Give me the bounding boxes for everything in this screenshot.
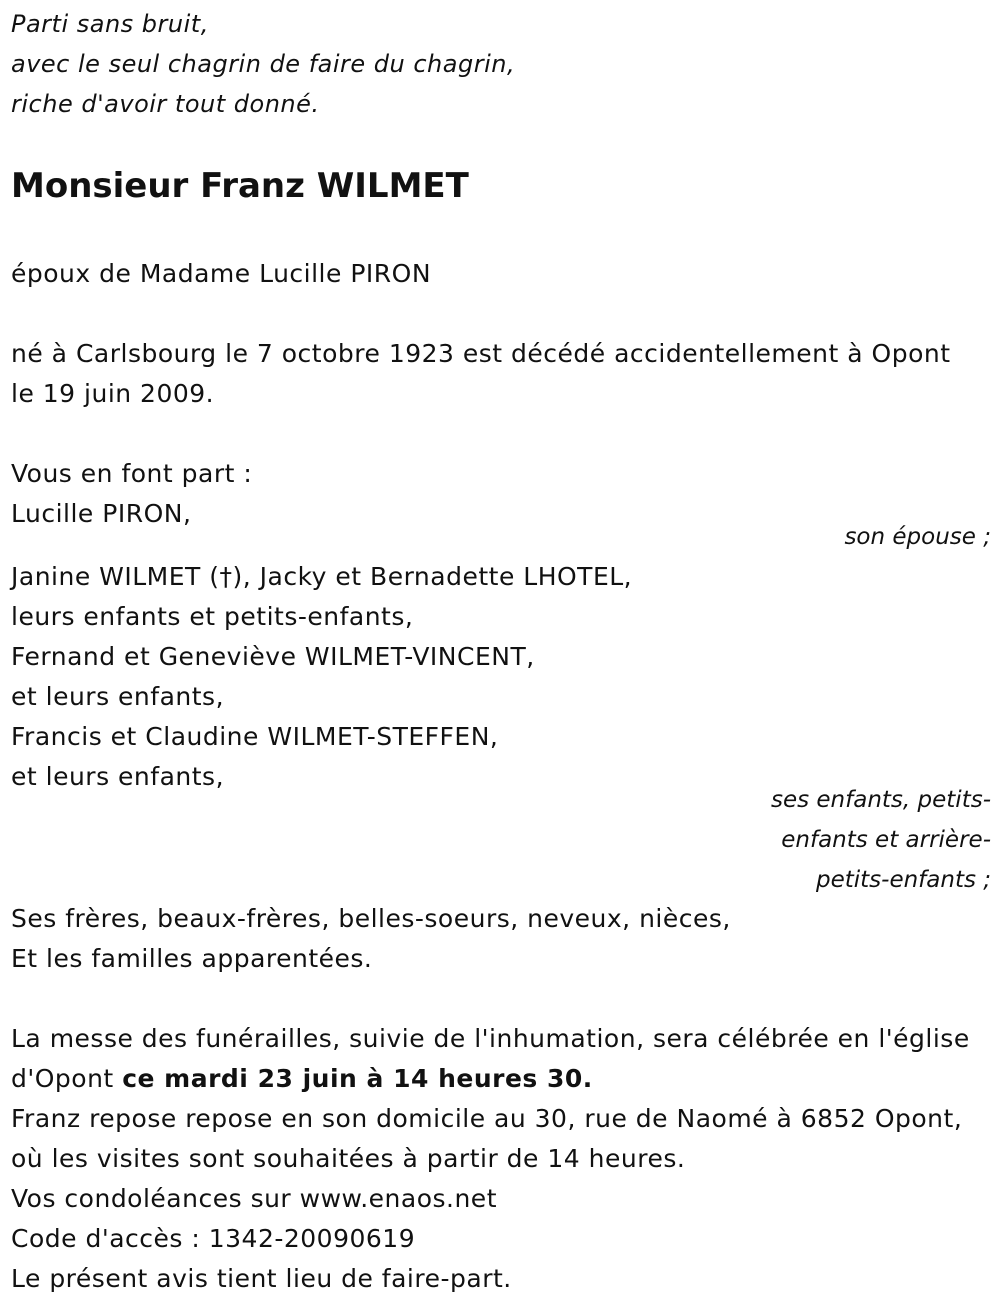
ceremony-date-time: ce mardi 23 juin à 14 heures 30. [122, 1064, 593, 1093]
ceremony-location: d'Opont [11, 1064, 123, 1093]
children-role-line: ses enfants, petits- [770, 787, 991, 813]
spouse-announcer: Lucille PIRON, [11, 499, 192, 528]
quote-line: Parti sans bruit, [11, 10, 209, 38]
children-role [11, 780, 991, 900]
ceremony-line: Franz repose repose en son domicile au 30, rue de Naomé à 6852 Opont, [11, 1104, 963, 1133]
ceremony-line [11, 1059, 970, 1099]
epigraph-quote [11, 4, 515, 124]
children-line: Fernand et Geneviève WILMET-VINCENT, [11, 642, 535, 671]
children-line: Janine WILMET (†), Jacky et Bernadette LHOTEL, [11, 562, 633, 591]
family-line: Et les familles apparentées. [11, 944, 373, 973]
condolences-line: Vos condoléances sur www.enaos.net [11, 1184, 497, 1213]
children-list [11, 557, 632, 797]
closing-line: Le présent avis tient lieu de faire-part. [11, 1264, 512, 1293]
spouse-role: son épouse ; [844, 524, 991, 550]
children-line: et leurs enfants, [11, 682, 225, 711]
ceremony-line: La messe des funérailles, suivie de l'inhumation, sera célébrée en l'église [11, 1024, 970, 1053]
birth-death-line: né à Carlsbourg le 7 octobre 1923 est décédé accidentellement à Opont [11, 339, 951, 368]
extended-family [11, 899, 731, 979]
ceremony-info [11, 1019, 970, 1299]
quote-line: riche d'avoir tout donné. [11, 90, 320, 118]
children-line: Francis et Claudine WILMET-STEFFEN, [11, 722, 499, 751]
announcers-intro: Vous en font part : [11, 459, 253, 488]
deceased-name: Monsieur Franz WILMET [11, 166, 469, 206]
birth-death-line: le 19 juin 2009. [11, 379, 215, 408]
birth-death-info [11, 334, 951, 414]
children-role-line: petits-enfants ; [815, 867, 991, 893]
ceremony-line: où les visites sont souhaitées à partir de 14 heures. [11, 1144, 686, 1173]
access-code-line: Code d'accès : 1342-20090619 [11, 1224, 416, 1253]
quote-line: avec le seul chagrin de faire du chagrin, [11, 50, 516, 78]
children-line: leurs enfants et petits-enfants, [11, 602, 414, 631]
family-line: Ses frères, beaux-frères, belles-soeurs, neveux, nièces, [11, 904, 731, 933]
children-role-line: enfants et arrière- [781, 827, 991, 853]
children-line: et leurs enfants, [11, 762, 225, 791]
spouse-line: époux de Madame Lucille PIRON [11, 259, 432, 288]
